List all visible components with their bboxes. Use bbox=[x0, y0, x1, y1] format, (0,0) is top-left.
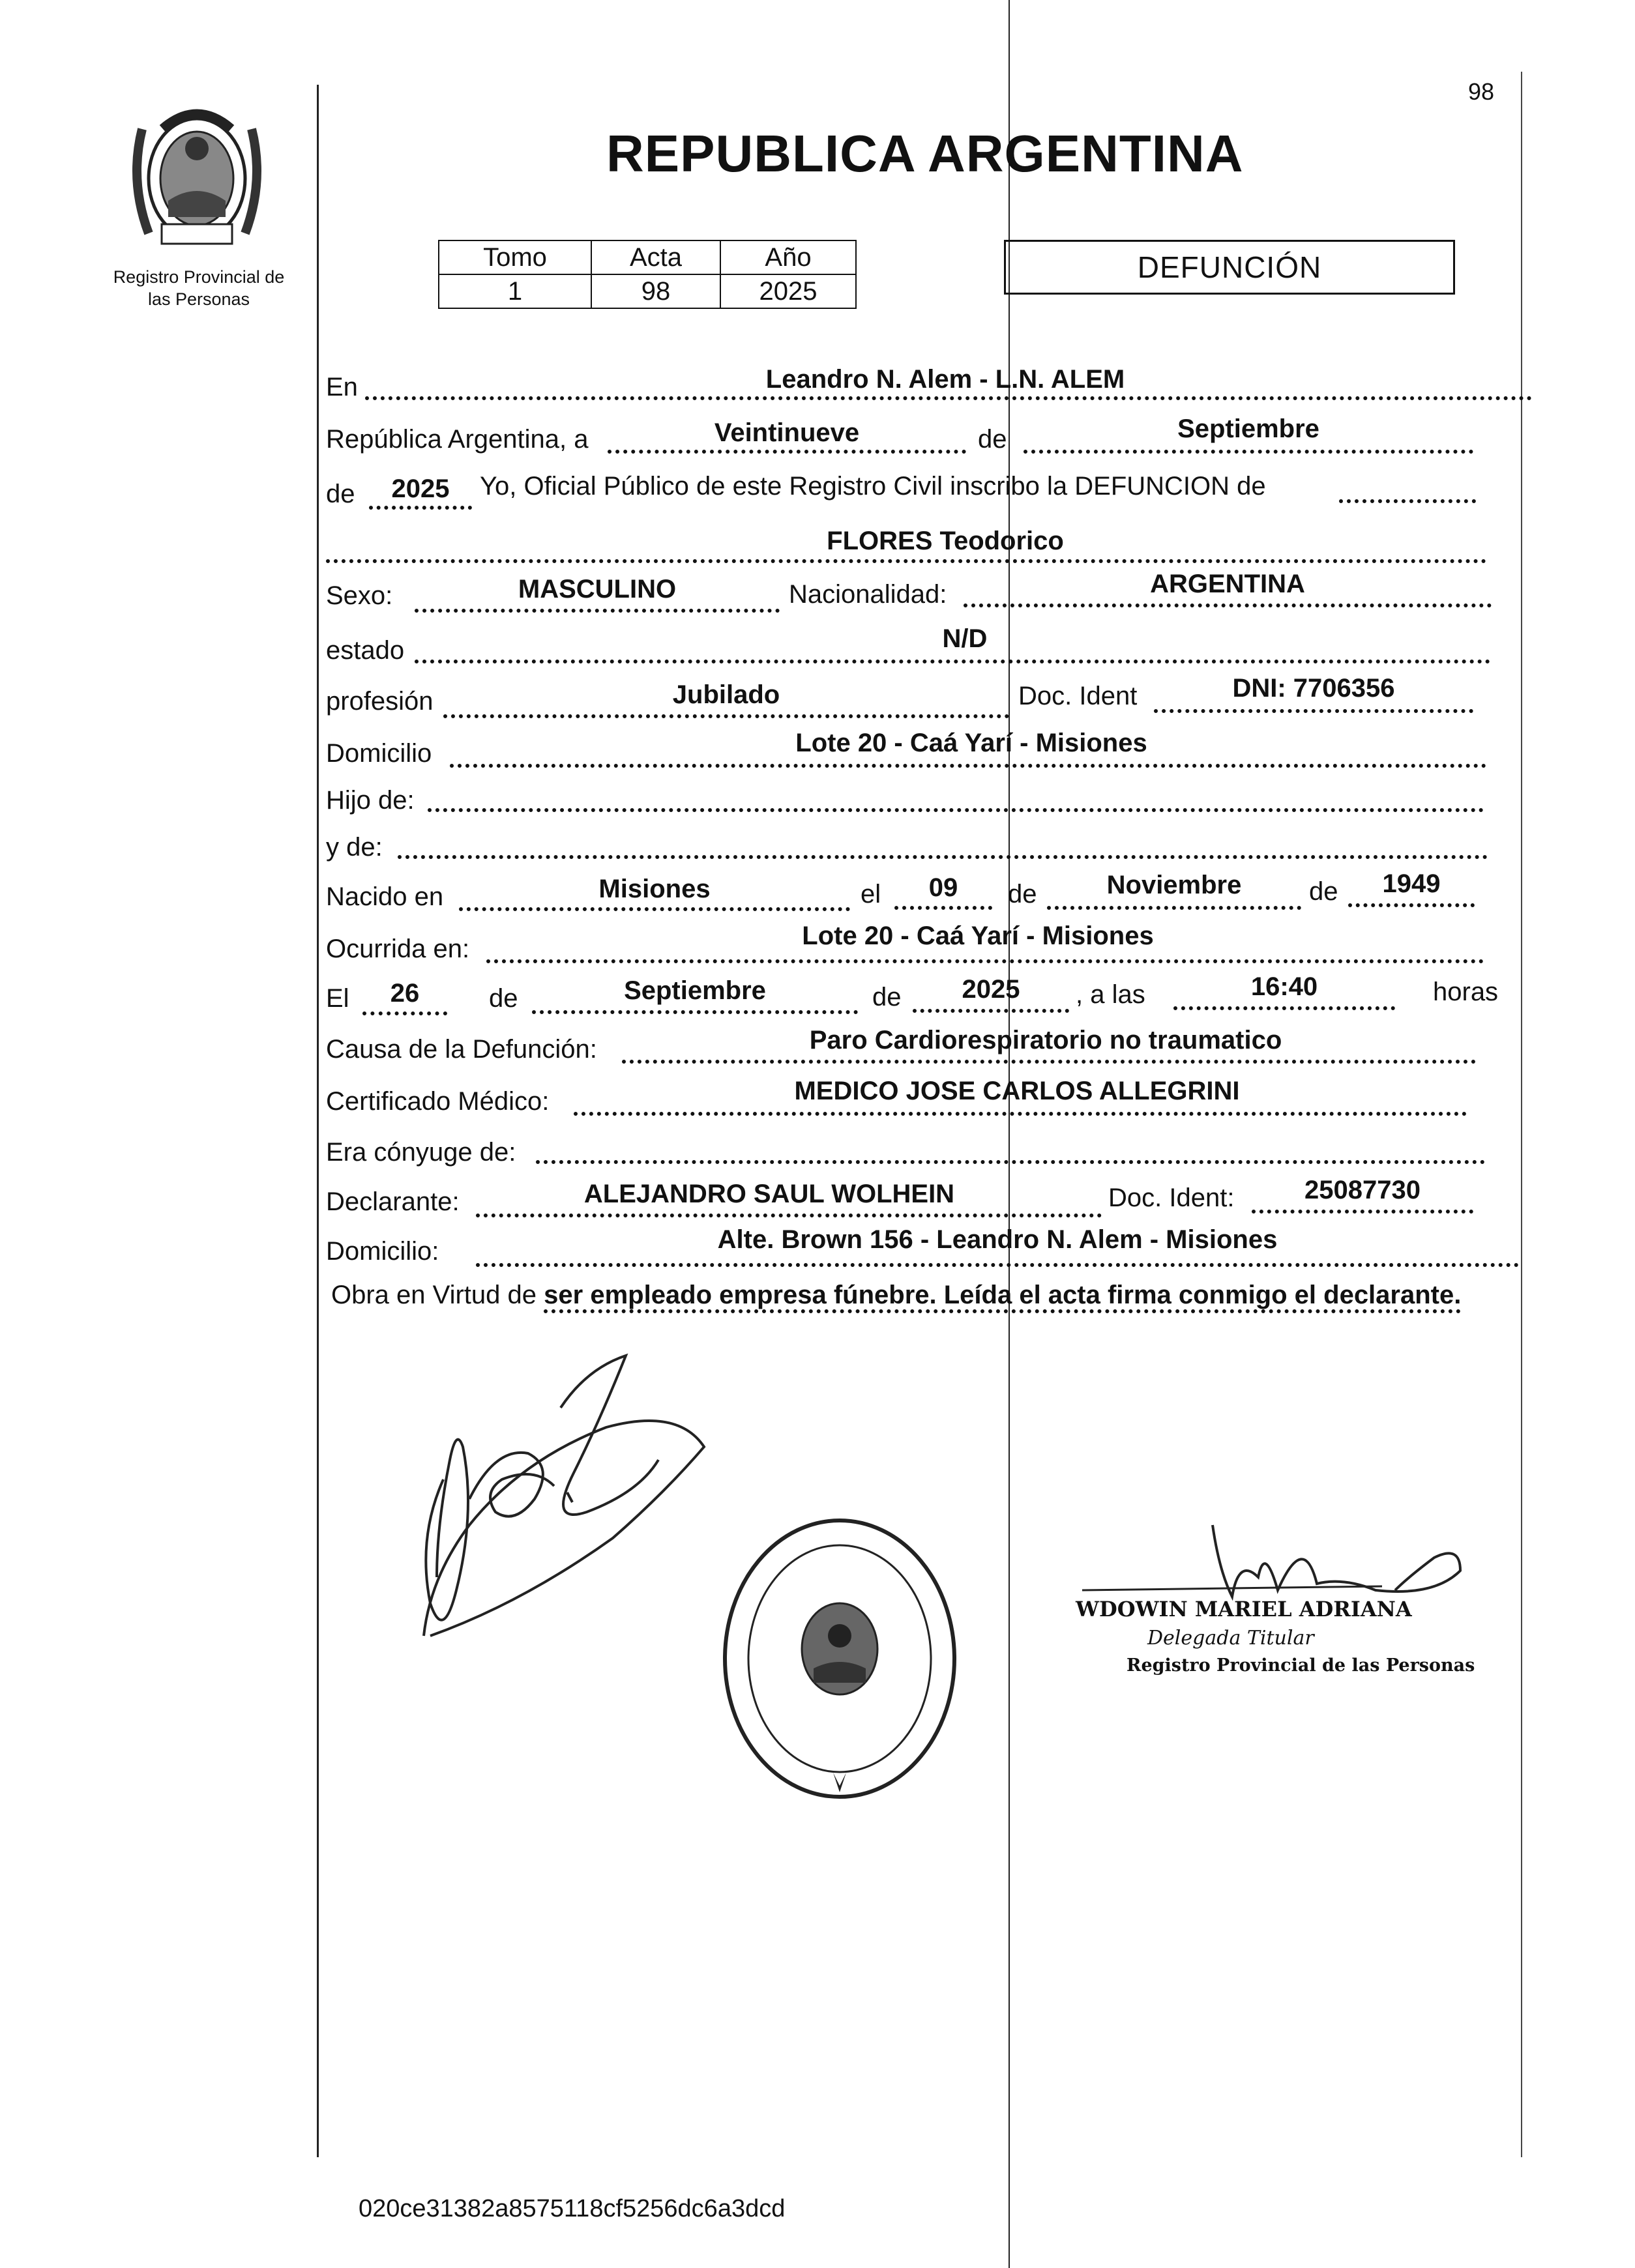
sexo-line bbox=[415, 609, 780, 613]
hijo-line bbox=[428, 808, 1484, 812]
def-dia-line bbox=[362, 1011, 447, 1015]
acta-value: 98 bbox=[591, 274, 720, 308]
nacionalidad-line bbox=[964, 603, 1492, 607]
document-hash: 020ce31382a8575118cf5256dc6a3dcd bbox=[359, 2195, 786, 2222]
ocurrida-label: Ocurrida en: bbox=[326, 935, 470, 963]
def-anio-line bbox=[913, 1009, 1069, 1013]
horas-label: horas bbox=[1433, 978, 1499, 1006]
record-table-value-row bbox=[439, 274, 856, 308]
death-year-value: 2025 bbox=[962, 975, 1020, 1004]
registration-day: Veintinueve bbox=[714, 418, 860, 447]
cert-line bbox=[574, 1112, 1467, 1116]
death-time-value: 16:40 bbox=[1250, 972, 1318, 1001]
registry-stamp bbox=[716, 1512, 964, 1805]
anio-value: 2025 bbox=[720, 274, 856, 308]
right-margin-rule bbox=[1521, 72, 1522, 2157]
tomo-value: 1 bbox=[439, 274, 591, 308]
registration-month: Septiembre bbox=[1177, 414, 1319, 443]
hora-line bbox=[1173, 1006, 1395, 1010]
republica-label: República Argentina, a bbox=[326, 425, 589, 454]
center-fold-line bbox=[1009, 0, 1010, 2268]
sexo-label: Sexo: bbox=[326, 581, 393, 610]
en-label: En bbox=[326, 373, 358, 401]
name-line bbox=[326, 559, 1486, 563]
anio-header: Año bbox=[720, 240, 856, 274]
profesion-line bbox=[443, 714, 1009, 718]
anio-line bbox=[369, 506, 472, 510]
el2-label: El bbox=[326, 984, 349, 1013]
declarant-doc-value: 25087730 bbox=[1304, 1176, 1421, 1204]
sex-value: MASCULINO bbox=[518, 575, 677, 603]
de-label: de bbox=[978, 425, 1007, 454]
official-signature bbox=[1069, 1519, 1473, 1610]
nacido-line bbox=[459, 907, 850, 911]
nacido-mes-line bbox=[1047, 906, 1301, 910]
inscribo-text: Yo, Oficial Público de este Registro Civil inscribo la DEFUNCION de bbox=[480, 472, 1266, 501]
nacido-de-label: de bbox=[1008, 880, 1037, 909]
ocurrida-line bbox=[486, 959, 1484, 963]
death-place-value: Lote 20 - Caá Yarí - Misiones bbox=[802, 922, 1154, 950]
death-day-value: 26 bbox=[390, 979, 420, 1008]
nacido-de2-label: de bbox=[1309, 877, 1338, 906]
nacido-dia-line bbox=[894, 906, 992, 910]
record-table bbox=[438, 240, 857, 309]
birth-place-value: Misiones bbox=[598, 875, 711, 903]
doc-value: DNI: 7706356 bbox=[1232, 674, 1395, 703]
doc-line bbox=[1154, 709, 1473, 713]
domicilio-line bbox=[450, 764, 1486, 768]
birth-month-value: Noviembre bbox=[1106, 871, 1242, 899]
cert-label: Certificado Médico: bbox=[326, 1087, 550, 1116]
estado-label: estado bbox=[326, 636, 405, 665]
registry-caption-line2: las Personas bbox=[147, 289, 250, 309]
nationality-value: ARGENTINA bbox=[1150, 570, 1305, 598]
conyuge-line bbox=[536, 1160, 1485, 1164]
profession-value: Jubilado bbox=[672, 680, 780, 709]
left-margin-rule bbox=[317, 85, 319, 2157]
acta-header: Acta bbox=[591, 240, 720, 274]
document-type-box: DEFUNCIÓN bbox=[1004, 240, 1455, 295]
declarant-signature bbox=[391, 1330, 730, 1668]
yde-line bbox=[398, 855, 1488, 859]
obra-paragraph bbox=[331, 1276, 1524, 1314]
domicilio2-label: Domicilio: bbox=[326, 1237, 439, 1266]
registry-caption-line1: Registro Provincial de bbox=[113, 267, 285, 287]
yde-label: y de: bbox=[326, 833, 383, 862]
province-coat-of-arms-logo bbox=[116, 103, 278, 254]
inscribo-line bbox=[1339, 499, 1476, 503]
hijo-label: Hijo de: bbox=[326, 786, 415, 815]
address-value: Lote 20 - Caá Yarí - Misiones bbox=[795, 729, 1147, 757]
en-line bbox=[365, 396, 1532, 400]
cause-value: Paro Cardiorespiratorio no traumatico bbox=[809, 1026, 1282, 1054]
declarante-line bbox=[476, 1214, 1102, 1217]
def-mes-line bbox=[532, 1010, 858, 1014]
doc-ident-label: Doc. Ident bbox=[1018, 682, 1138, 710]
deceased-name: FLORES Teodorico bbox=[827, 527, 1064, 555]
profesion-label: profesión bbox=[326, 687, 434, 716]
estado-line bbox=[415, 660, 1490, 663]
obra-prefix: Obra en Virtud de bbox=[331, 1281, 537, 1309]
dia-line bbox=[608, 450, 966, 454]
registration-year: 2025 bbox=[391, 474, 450, 503]
page-number: 98 bbox=[1468, 78, 1495, 105]
doc2-label: Doc. Ident: bbox=[1108, 1184, 1235, 1212]
def-de-label: de bbox=[489, 984, 518, 1013]
place-value: Leandro N. Alem - L.N. ALEM bbox=[765, 365, 1125, 394]
declarant-value: ALEJANDRO SAUL WOLHEIN bbox=[583, 1180, 955, 1208]
official-name: WDOWIN MARIEL ADRIANA bbox=[1076, 1597, 1412, 1621]
registry-caption bbox=[91, 266, 306, 310]
obra-text: ser empleado empresa fúnebre. Leída el acta firma conmigo el declarante. bbox=[544, 1281, 1461, 1313]
de-year-label: de bbox=[326, 480, 355, 508]
civil-status-value: N/D bbox=[942, 624, 988, 653]
nacionalidad-label: Nacionalidad: bbox=[789, 580, 947, 609]
domicilio2-line bbox=[476, 1263, 1519, 1267]
record-table-header-row bbox=[439, 240, 856, 274]
document-title: REPUBLICA ARGENTINA bbox=[606, 124, 1244, 182]
declarant-address-value: Alte. Brown 156 - Leandro N. Alem - Misiones bbox=[717, 1225, 1278, 1254]
nacido-anio-line bbox=[1348, 903, 1475, 907]
official-registry: Registro Provincial de las Personas bbox=[1127, 1655, 1475, 1676]
tomo-header: Tomo bbox=[439, 240, 591, 274]
causa-line bbox=[622, 1060, 1476, 1064]
el-label: el bbox=[861, 880, 881, 909]
doc2-line bbox=[1252, 1210, 1473, 1214]
domicilio-label: Domicilio bbox=[326, 739, 432, 768]
declarante-label: Declarante: bbox=[326, 1187, 460, 1216]
mes-line bbox=[1024, 450, 1473, 454]
death-month-value: Septiembre bbox=[624, 976, 766, 1005]
conyuge-label: Era cónyuge de: bbox=[326, 1138, 516, 1167]
certifying-doctor-value: MEDICO JOSE CARLOS ALLEGRINI bbox=[794, 1077, 1240, 1105]
alas-label: , a las bbox=[1076, 980, 1145, 1009]
def-de2-label: de bbox=[872, 983, 902, 1011]
nacido-label: Nacido en bbox=[326, 882, 444, 911]
official-role: Delegada Titular bbox=[1147, 1627, 1314, 1650]
birth-year-value: 1949 bbox=[1382, 869, 1441, 898]
causa-label: Causa de la Defunción: bbox=[326, 1035, 597, 1064]
birth-day-value: 09 bbox=[928, 873, 958, 902]
